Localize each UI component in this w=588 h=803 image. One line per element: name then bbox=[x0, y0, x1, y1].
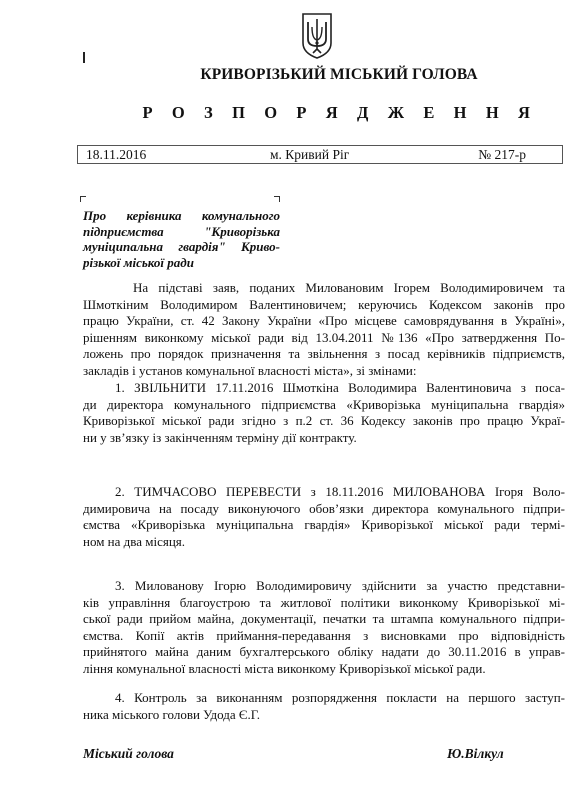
text-line: ди директора комунального підприємства «Криворізька муніципальна гвардія» bbox=[83, 396, 565, 412]
subject-corner-right bbox=[274, 196, 280, 202]
document-date: 18.11.2016 bbox=[86, 147, 147, 162]
text-line: працю України, ст. 42 Закону України «Про місцеве самоврядування в Україні», bbox=[83, 313, 565, 329]
item-2-paragraph bbox=[83, 484, 565, 550]
preamble-paragraph bbox=[83, 280, 565, 380]
text-line: ємства. Копії актів приймання-передавання з висновками про відповідність bbox=[83, 627, 565, 643]
item-1-paragraph bbox=[83, 380, 565, 446]
authority-title: КРИВОРІЗЬКИЙ МІСЬКИЙ ГОЛОВА bbox=[200, 66, 478, 83]
text-line: ника міського голови Удода Є.Г. bbox=[83, 706, 261, 722]
document-city: м. Кривий Ріг bbox=[270, 147, 350, 162]
text-line: ління комунальної власності міста виконкому Криворізької міської ради. bbox=[83, 660, 486, 676]
signature-position: Міський голова bbox=[83, 746, 174, 761]
text-line: ємства «Криворізька муніципальна гвардія» Криворізької міської ради термі- bbox=[83, 517, 565, 533]
text-line: 3. Милованову Ігорю Володимировичу здійснити за участю представни- bbox=[115, 578, 565, 593]
subject-block bbox=[83, 208, 280, 270]
subject-line: різької міської ради bbox=[83, 254, 194, 270]
document-meta-row bbox=[77, 145, 563, 164]
document-number: № 217-р bbox=[478, 147, 526, 162]
ukraine-trident-icon bbox=[302, 13, 332, 59]
document-type-title: Р О З П О Р Я Д Ж Е Н Н Я bbox=[142, 103, 538, 122]
text-line: ложень про порядок призначення та звільнення з посад керівників підприємств, bbox=[83, 346, 565, 362]
subject-line: Про керівника комунального bbox=[83, 208, 280, 223]
item-3-paragraph bbox=[83, 578, 565, 678]
text-line: Криворізької міської ради згідно з п.2 ст. 36 Кодексу законів про працю Украї- bbox=[83, 413, 565, 429]
subject-line: муніципальна гвардія" Криво- bbox=[83, 239, 280, 254]
text-line: 1. ЗВІЛЬНИТИ 17.11.2016 Шмоткіна Володимира Валентиновича з поса- bbox=[115, 380, 565, 395]
text-line: ської ради прийом майна, документації, печатки та штампа комунального підпри- bbox=[83, 611, 565, 627]
subject-corner-left bbox=[80, 196, 86, 202]
text-cursor bbox=[83, 52, 85, 63]
text-line: 4. Контроль за виконанням розпорядження покласти на першого заступ- bbox=[115, 690, 565, 705]
text-line: ків управління благоустрою та житлової політики виконкому Криворізької мі- bbox=[83, 594, 565, 610]
text-line: Шмоткіним Володимиром Валентиновичем; керуючись Кодексом законів про bbox=[83, 296, 565, 312]
text-line: ном на два місяця. bbox=[83, 533, 186, 549]
signature-name: Ю.Вілкул bbox=[447, 746, 504, 761]
text-line: На підставі заяв, поданих Миловановим Ігорем Володимировичем та bbox=[133, 280, 565, 295]
item-4-paragraph bbox=[83, 690, 565, 723]
text-line: рішенням виконкому міської ради від 13.04.2011 №136 «Про затвердження По- bbox=[83, 329, 565, 345]
text-line: ни у зв’язку із закінченням терміну дії контракту. bbox=[83, 429, 357, 445]
text-line: 2. ТИМЧАСОВО ПЕРЕВЕСТИ з 18.11.2016 МИЛОВАНОВА Ігоря Воло- bbox=[115, 484, 565, 499]
subject-line: підприємства "Криворізька bbox=[83, 223, 280, 239]
text-line: закладів і установ комунальної власності міста», зі змінами: bbox=[83, 362, 417, 378]
text-line: димировича на посаду виконуючого обов’язки директора комунального підпри- bbox=[83, 500, 565, 516]
text-line: прийнятого майна даним бухгалтерського обліку надати до 30.11.2016 в управ- bbox=[83, 644, 565, 660]
